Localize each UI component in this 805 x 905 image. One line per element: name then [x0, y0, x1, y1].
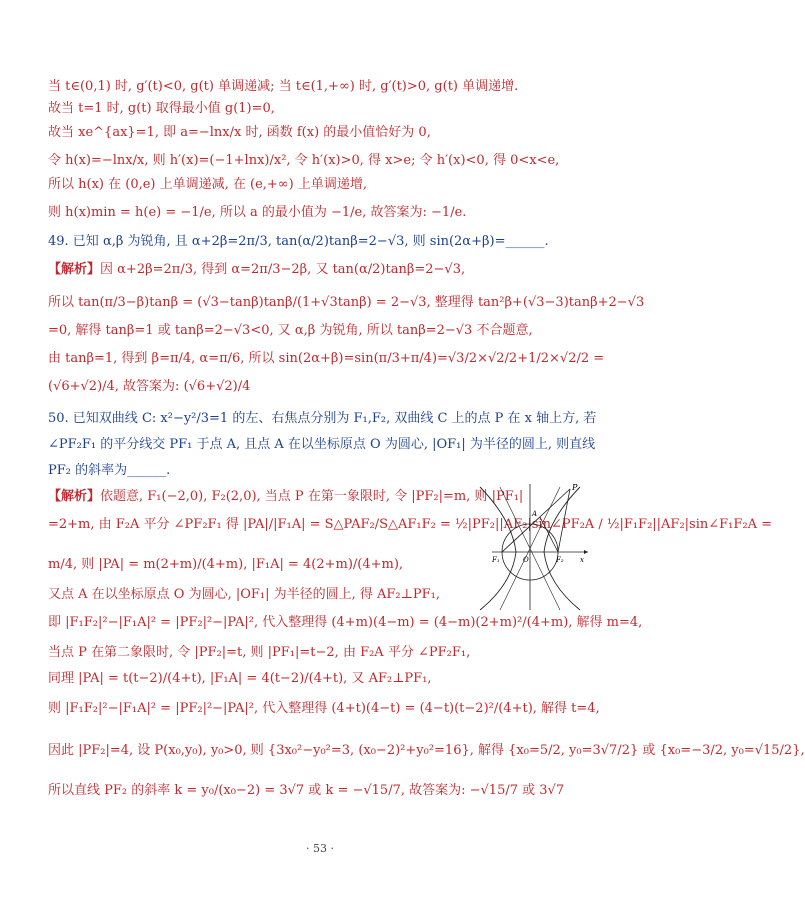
text-line — [48, 700, 600, 718]
x-axis-arrow — [584, 550, 588, 554]
text-line — [48, 233, 549, 251]
label-x: x — [580, 556, 584, 564]
text-line — [48, 782, 564, 800]
hyperbola-figure — [490, 482, 590, 612]
text-line — [48, 378, 250, 396]
text-line-content: 当点 P 在第二象限时, 令 |PF₂|=t, 则 |PF₁|=t−2, 由 F₂A 平分 ∠PF₂F₁, — [48, 645, 471, 660]
text-line-content: 又点 A 在以坐标原点 O 为圆心, |OF₁| 为半径的圆上, 得 AF₂⊥PF₁, — [48, 587, 440, 602]
text-line-content: m/4, 则 |PA| = m(2+m)/(4+m), |F₁A| = 4(2+m)/(4+m), — [48, 557, 404, 572]
text-line-content: 因 α+2β=2π/3, 得到 α=2π/3−2β, 又 tan(α/2)tanβ=2−√3, — [100, 262, 466, 277]
text-line-content: 同理 |PA| = t(t−2)/(4+t), |F₁A| = 4(t−2)/(4+t), 又 AF₂⊥PF₁, — [48, 671, 432, 686]
text-line — [48, 614, 643, 632]
text-line-content: 50. 已知双曲线 C: x²−y²/3=1 的左、右焦点分别为 F₁,F₂, 双曲线 C 上的点 P 在 x 轴上方, 若 — [48, 411, 597, 426]
text-line-content: =0, 解得 tanβ=1 或 tanβ=2−√3<0, 又 α,β 为锐角, 所以 tanβ=2−√3 不合题意, — [48, 323, 533, 338]
text-line-content: 令 h(x)=−lnx/x, 则 h′(x)=(−1+lnx)/x², 令 h′(x)>0, 得 x>e; 令 h′(x)<0, 得 0<x<e, — [48, 153, 560, 168]
text-line — [48, 410, 596, 428]
text-line — [48, 204, 466, 222]
text-line — [48, 742, 805, 760]
text-line-content: 依题意, F₁(−2,0), F₂(2,0), 当点 P 在第一象限时, 令 |PF₂|=m, 则 |PF₁| — [100, 489, 524, 504]
text-line — [48, 462, 170, 480]
text-line — [48, 436, 595, 454]
text-line — [48, 294, 645, 312]
label-F1: F₁ — [492, 556, 500, 564]
text-line-content: 49. 已知 α,β 为锐角, 且 α+2β=2π/3, tan(α/2)tanβ=2−√3, 则 sin(2α+β)=______. — [48, 234, 549, 249]
text-line-content: PF₂ 的斜率为______. — [48, 463, 171, 478]
text-line — [48, 124, 431, 142]
text-line-content: 由 tanβ=1, 得到 β=π/4, α=π/6, 所以 sin(2α+β)=sin(π/3+π/4)=√3/2×√2/2+1/2×√2/2 = — [48, 351, 605, 366]
text-line-content: 则 h(x)min = h(e) = −1/e, 所以 a 的最小值为 −1/e, 故答案为: −1/e. — [48, 205, 467, 220]
text-line — [48, 322, 533, 340]
text-line — [48, 78, 518, 96]
analysis-tag: 【解析】 — [48, 262, 101, 277]
analysis-tag: 【解析】 — [48, 489, 101, 504]
text-line — [48, 488, 524, 506]
text-line-content: 故当 t=1 时, g(t) 取得最小值 g(1)=0, — [48, 101, 275, 116]
text-line — [48, 516, 773, 534]
text-line-content: 所以 tan(π/3−β)tanβ = (√3−tanβ)tanβ/(1+√3tanβ) = 2−√3, 整理得 tan²β+(√3−3)tanβ+2−√3 — [48, 295, 645, 310]
text-line — [48, 350, 605, 368]
text-line-content: =2+m, 由 F₂A 平分 ∠PF₂F₁ 得 |PA|/|F₁A| = S△PAF₂/S△AF₁F₂ = ½|PF₂||AF₂|sin∠PF₂A / ½|F₁F₂||AF₂|sin∠F₁F₂A = — [48, 517, 773, 532]
text-line-content: 所以直线 PF₂ 的斜率 k = y₀/(x₀−2) = 3√7 或 k = −√15/7, 故答案为: −√15/7 或 3√7 — [48, 783, 565, 798]
text-line — [48, 556, 403, 574]
label-F2: F₂ — [556, 556, 564, 564]
page-number: · 53 · — [306, 842, 334, 855]
text-line-content: ∠PF₂F₁ 的平分线交 PF₁ 于点 A, 且点 A 在以坐标原点 O 为圆心, |OF₁| 为半径的圆上, 则直线 — [48, 437, 596, 452]
text-line-content: 则 |F₁F₂|²−|F₁A|² = |PF₂|²−|PA|², 代入整理得 (4+t)(4−t) = (4−t)(t−2)²/(4+t), 解得 t=4, — [48, 701, 600, 716]
text-line — [48, 644, 470, 662]
text-line — [48, 176, 367, 194]
text-line-content: 即 |F₁F₂|²−|F₁A|² = |PF₂|²−|PA|², 代入整理得 (4+m)(4−m) = (4−m)(2+m)²/(4+m), 解得 m=4, — [48, 615, 643, 630]
text-line-content: 当 t∈(0,1) 时, g′(t)<0, g(t) 单调递减; 当 t∈(1,+∞) 时, g′(t)>0, g(t) 单调递增. — [48, 79, 519, 94]
label-O: O — [523, 556, 529, 564]
hyperbola-right-branch — [544, 487, 580, 610]
segment-AF2 — [540, 517, 558, 552]
label-A: A — [532, 510, 538, 518]
label-P: P — [572, 483, 578, 492]
text-line-content: 故当 xe^{ax}=1, 即 a=−lnx/x 时, 函数 f(x) 的最小值恰好为 0, — [48, 125, 431, 140]
text-line — [48, 100, 275, 118]
text-line — [48, 670, 432, 688]
text-line — [48, 261, 465, 279]
text-line-content: 因此 |PF₂|=4, 设 P(x₀,y₀), y₀>0, 则 {3x₀²−y₀²=3, (x₀−2)²+y₀²=16}, 解得 {x₀=5/2, y₀=3√7/2} 或 {x₀=−3/2, y₀=√15/2}, — [48, 743, 805, 758]
text-line — [48, 586, 440, 604]
text-line-content: (√6+√2)/4, 故答案为: (√6+√2)/4 — [48, 379, 251, 394]
text-line-content: 所以 h(x) 在 (0,e) 上单调递减, 在 (e,+∞) 上单调递增, — [48, 177, 367, 192]
text-line — [48, 152, 559, 170]
